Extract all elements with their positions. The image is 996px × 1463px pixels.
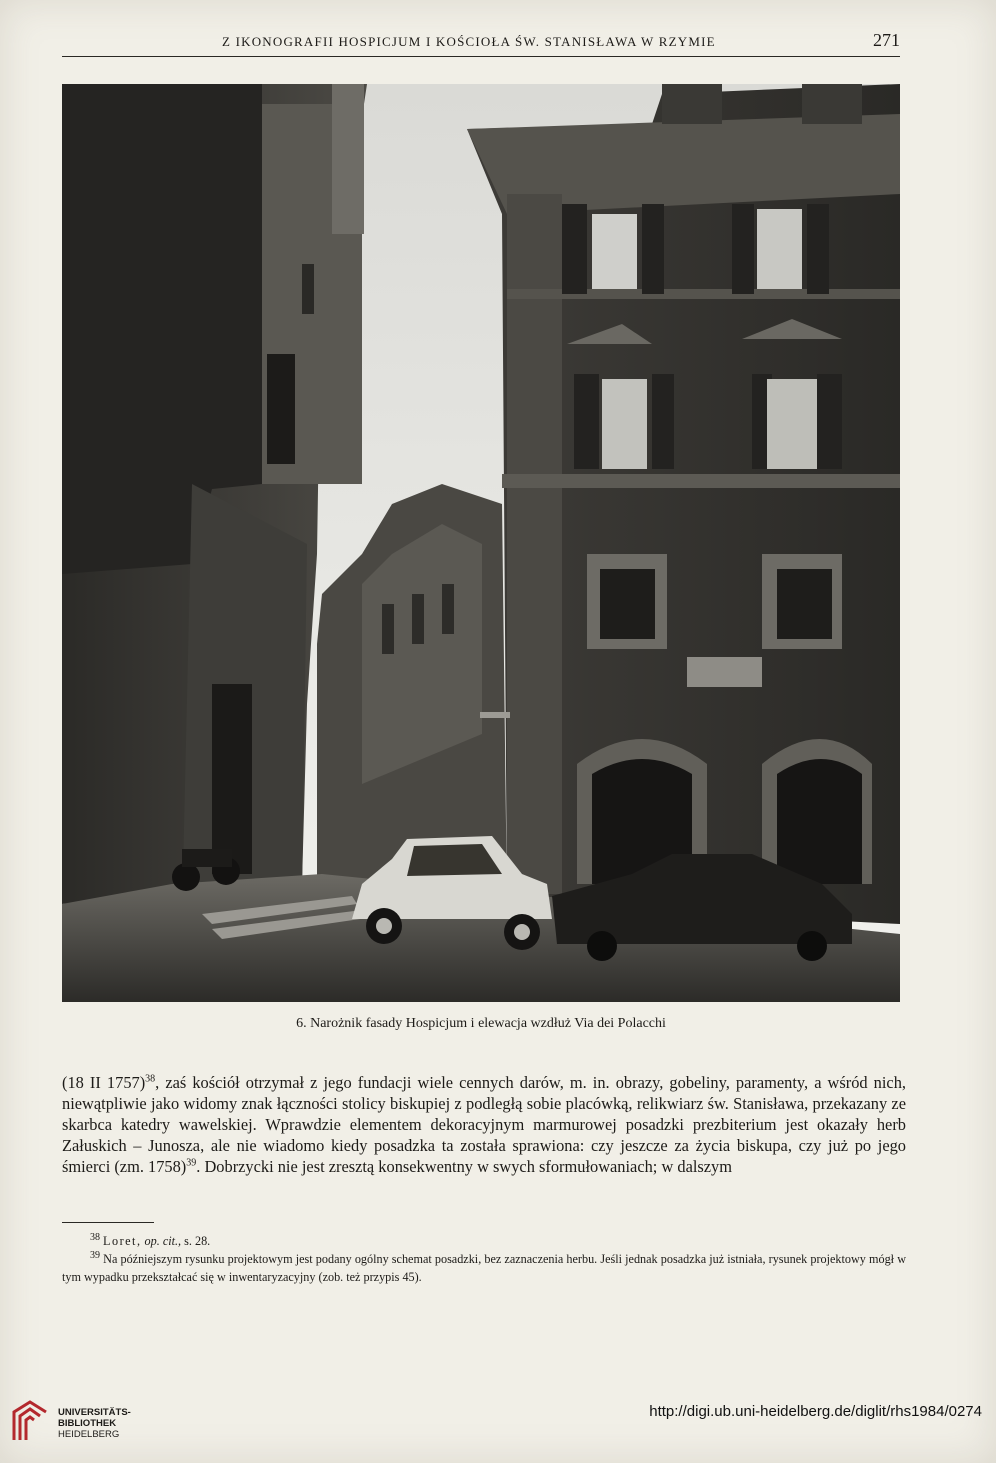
running-title: Z IKONOGRAFII HOSPICJUM I KOŚCIOŁA ŚW. STANISŁAWA W RZYMIE xyxy=(222,34,716,49)
footnote-number: 38 xyxy=(90,1231,100,1243)
footnote-ref: op. cit., xyxy=(144,1234,182,1248)
footnote-ref-39[interactable]: 39 xyxy=(186,1157,197,1169)
running-header xyxy=(62,30,900,57)
footnote-39 xyxy=(62,1250,906,1286)
footnote-page: s. 28. xyxy=(184,1234,211,1248)
footnote-author: Loret, xyxy=(103,1234,142,1248)
footnote-38 xyxy=(62,1232,906,1250)
footnote-number: 39 xyxy=(90,1249,100,1261)
library-logo[interactable] xyxy=(10,1400,150,1445)
body-paragraph xyxy=(62,1072,906,1177)
footnote-separator xyxy=(62,1222,154,1223)
footnote-text: Na późniejszym rysunku projektowym jest podany ogólny schemat posadzki, bez zaznaczenia herbu. Jeśli jednak posadzka już istniała, rysunek projektowy mógł w tym wypadku przekształcać się w inwentaryzacyjny (zob. też przypis 45). xyxy=(62,1252,907,1284)
library-name-line: BIBLIOTHEK xyxy=(58,1418,117,1429)
body-text-segment: (18 II 1757) xyxy=(62,1073,146,1092)
body-text-segment: , zaś kościół otrzymał z jego fundacji wiele cennych darów, m. in. obrazy, gobeliny, paramenty, a wśród nich, niewątpliwie jako widomy znak łączności stolicy biskupiej z podległą sobie placówką, relikwiarz św. Stanisława, przekazany ze skarbca katedry wawelskiej. Wprawdzie elementem dekoracyjnym marmurowej posadzki prezbiterium jest okazały herb Załuskich – Junosza, ale nie wiadomo kiedy posadzka ta została sprawiona: czy jeszcze za życia biskupa, czy już po jego śmierci (zm. 1758) xyxy=(62,1073,907,1176)
library-name-line: HEIDELBERG xyxy=(58,1429,120,1440)
library-name-line: UNIVERSITÄTS- xyxy=(58,1407,131,1418)
footnotes xyxy=(62,1232,906,1286)
footnote-ref-38[interactable]: 38 xyxy=(145,1073,156,1085)
figure-caption: 6. Narożnik fasady Hospicjum i elewacja wzdłuż Via dei Polacchi xyxy=(296,1016,666,1031)
figure-photograph xyxy=(62,84,900,1002)
source-url-link[interactable]: http://digi.ub.uni-heidelberg.de/diglit/rhs1984/0274 xyxy=(649,1403,982,1420)
page-number: 271 xyxy=(873,30,900,50)
library-logo-icon xyxy=(10,1400,50,1445)
body-text-segment: . Dobrzycki nie jest zresztą konsekwentny w swych sformułowaniach; w dalszym xyxy=(196,1157,733,1176)
library-name xyxy=(58,1407,131,1440)
